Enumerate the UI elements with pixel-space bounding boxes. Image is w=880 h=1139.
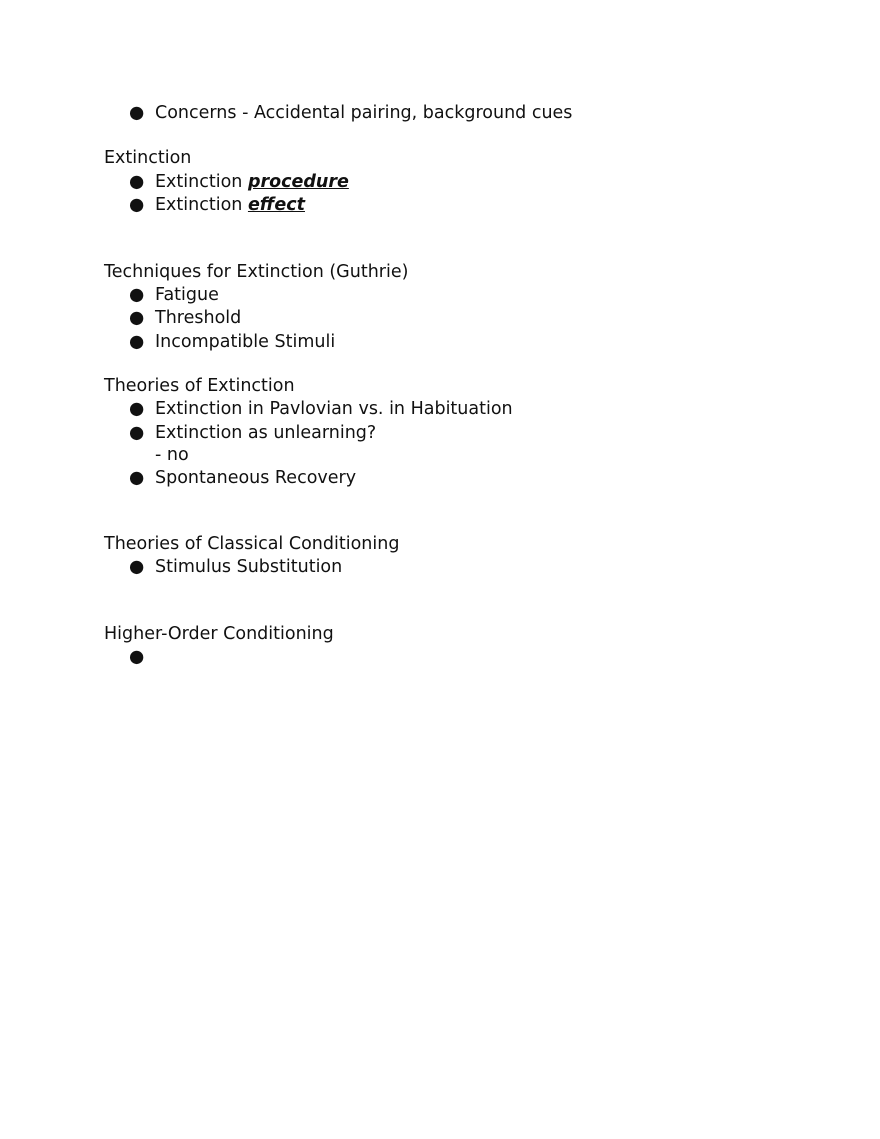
bullet-icon: ●: [129, 195, 145, 215]
list-item-text: Extinction as unlearning?: [155, 423, 377, 443]
emphasized-term: effect: [247, 195, 305, 215]
list-item-text: Fatigue: [155, 285, 219, 305]
section-heading-theories-classical: Theories of Classical Conditioning: [104, 534, 400, 554]
bullet-icon: ●: [129, 103, 145, 123]
list-item-text: Threshold: [155, 308, 242, 328]
list-item-prefix: Extinction: [155, 195, 248, 215]
emphasized-term: procedure: [247, 172, 349, 192]
section-heading-techniques: Techniques for Extinction (Guthrie): [104, 262, 409, 282]
list-item-prefix: Extinction: [155, 172, 248, 192]
bullet-icon: ●: [129, 332, 145, 352]
bullet-icon: ●: [129, 399, 145, 419]
sub-note: - no: [155, 445, 189, 465]
bullet-icon: ●: [129, 423, 145, 443]
bullet-icon: ●: [129, 172, 145, 192]
list-item-text: Extinction in Pavlovian vs. in Habituation: [155, 399, 513, 419]
bullet-icon: ●: [129, 557, 145, 577]
list-item-text: Incompatible Stimuli: [155, 332, 336, 352]
section-heading-extinction: Extinction: [104, 148, 192, 168]
section-heading-theories-extinction: Theories of Extinction: [104, 376, 295, 396]
bullet-icon: ●: [129, 308, 145, 328]
bullet-icon: ●: [129, 647, 145, 667]
section-heading-higher-order: Higher-Order Conditioning: [104, 624, 334, 644]
bullet-icon: ●: [129, 285, 145, 305]
list-item-text: Spontaneous Recovery: [155, 468, 357, 488]
list-item-text: Stimulus Substitution: [155, 557, 343, 577]
bullet-icon: ●: [129, 468, 145, 488]
list-item-text: [155, 171, 349, 193]
list-item-text: Concerns - Accidental pairing, background cues: [155, 103, 573, 123]
list-item-text: [155, 194, 305, 216]
